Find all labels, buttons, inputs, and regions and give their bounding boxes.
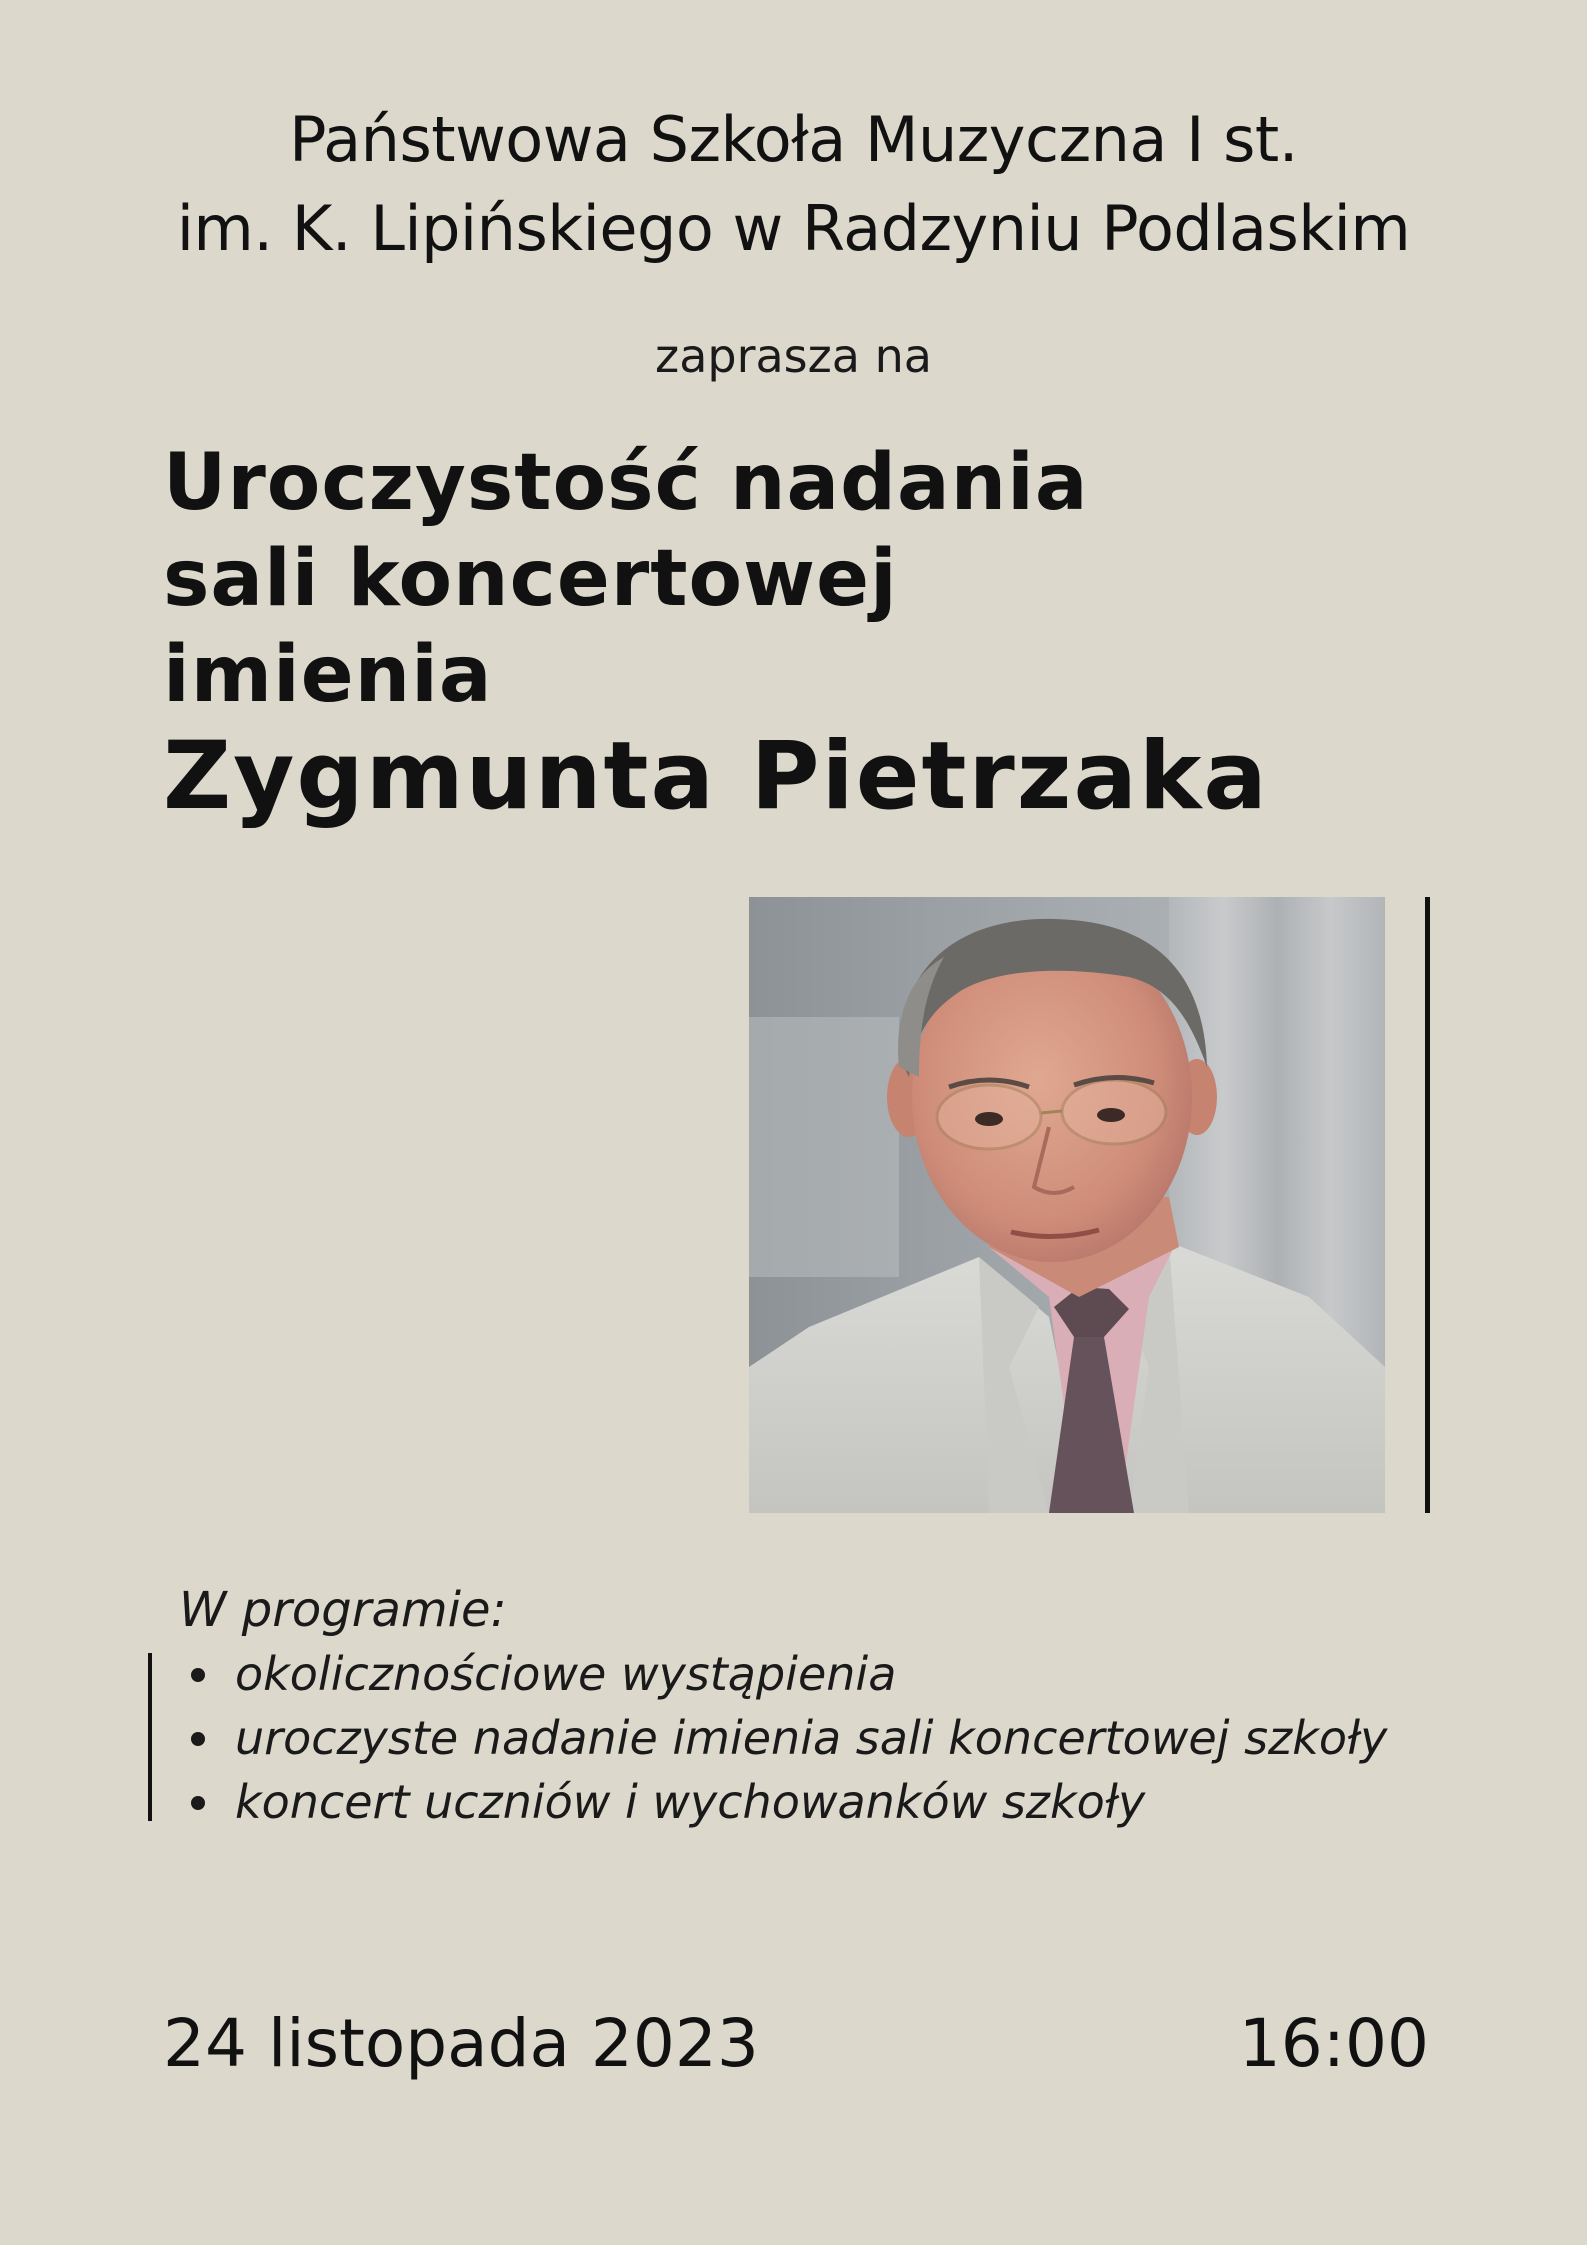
program-heading: W programie: bbox=[179, 1582, 507, 1638]
program-item bbox=[187, 1706, 1387, 1770]
title-line-1: Uroczystość nadania bbox=[163, 438, 1089, 528]
program-item bbox=[187, 1642, 1387, 1706]
title-line-3: imienia bbox=[163, 630, 493, 720]
program-item-text: okolicznościowe wystąpienia bbox=[235, 1647, 897, 1701]
patron-name: Zygmunta Pietrzaka bbox=[163, 722, 1269, 831]
school-name-line-1: Państwowa Szkoła Muzyczna I st. bbox=[289, 103, 1298, 176]
bullet-icon bbox=[191, 1732, 205, 1746]
program-item-text: uroczyste nadanie imienia sali koncertowej szkoły bbox=[235, 1711, 1388, 1765]
patron-portrait bbox=[749, 897, 1385, 1513]
vertical-divider-right bbox=[1425, 897, 1430, 1513]
event-time: 16:00 bbox=[1238, 2005, 1429, 2082]
bullet-icon bbox=[191, 1796, 205, 1810]
program-item bbox=[187, 1770, 1387, 1834]
school-name-line-2: im. K. Lipińskiego w Radzyniu Podlaskim bbox=[176, 192, 1411, 265]
program-list bbox=[187, 1642, 1387, 1834]
event-date: 24 listopada 2023 bbox=[163, 2005, 759, 2082]
invite-text: zaprasza na bbox=[655, 329, 932, 383]
program-item-text: koncert uczniów i wychowanków szkoły bbox=[235, 1775, 1146, 1829]
bullet-icon bbox=[191, 1668, 205, 1682]
title-line-2: sali koncertowej bbox=[163, 534, 898, 624]
vertical-divider-left bbox=[148, 1653, 152, 1821]
